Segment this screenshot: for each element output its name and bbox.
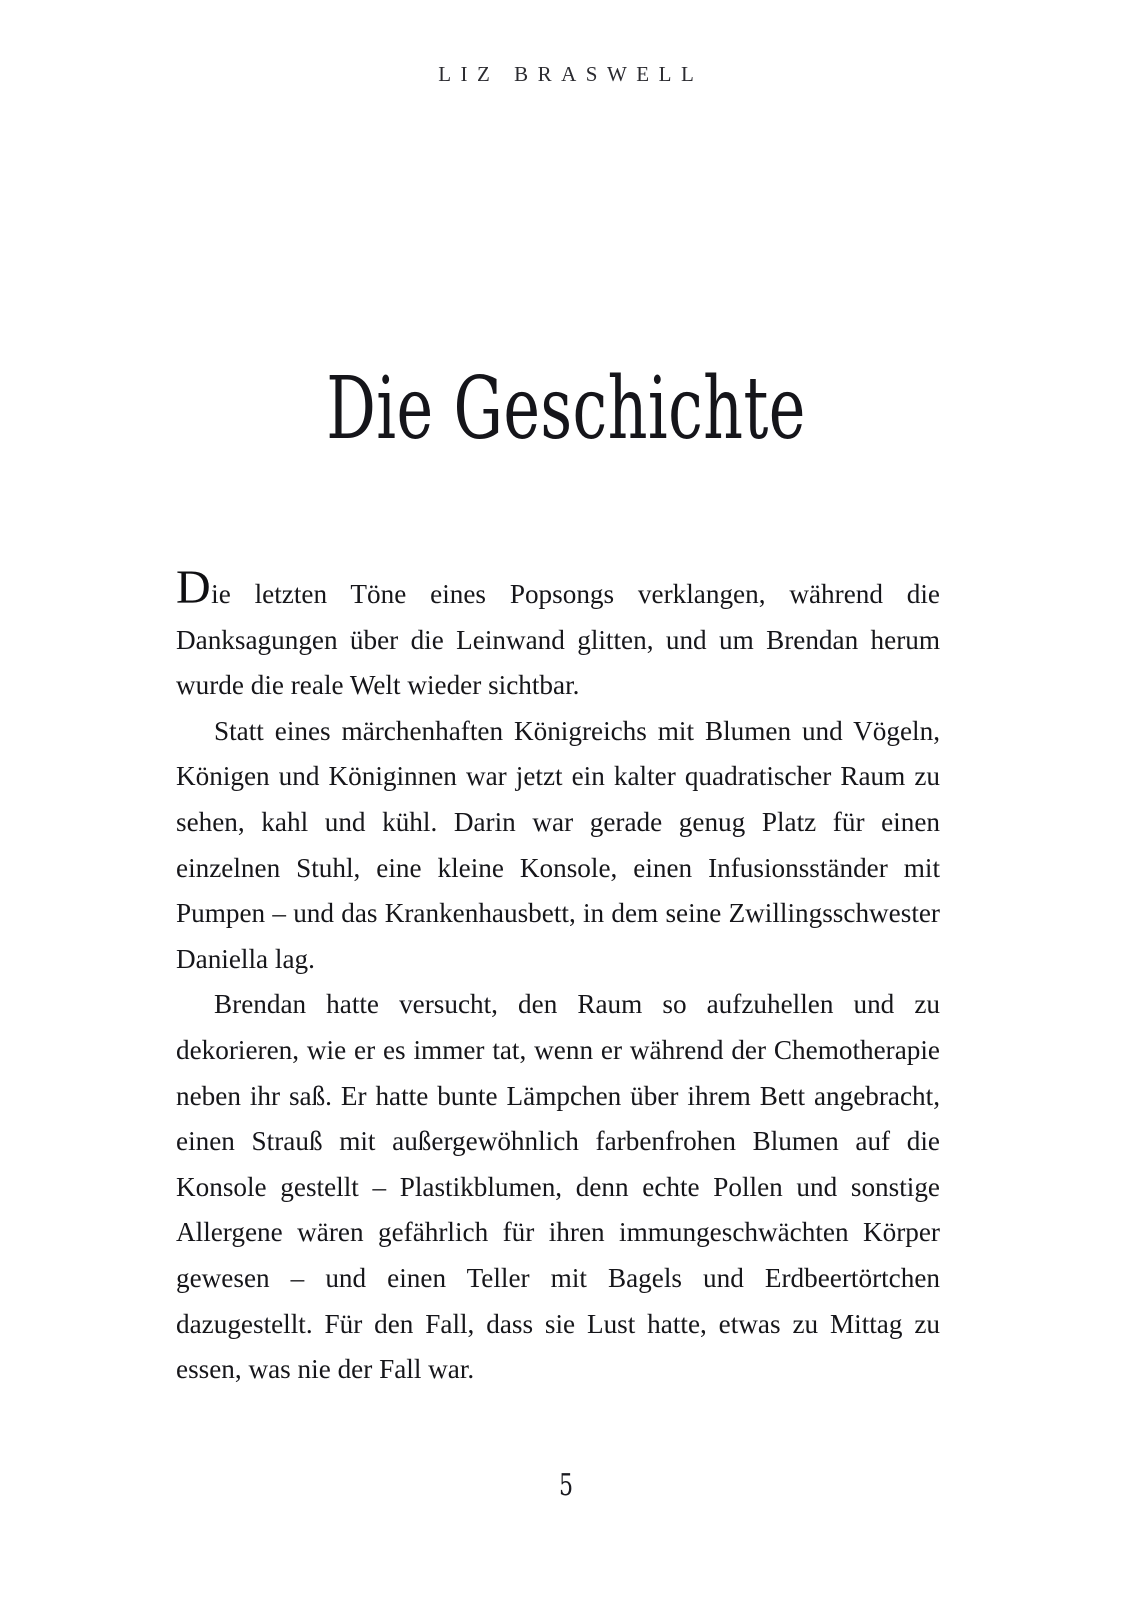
drop-cap: D <box>176 561 212 614</box>
paragraph-2: Statt eines märchenhaften Königreichs mit Blumen und Vögeln, Königen und Königinnen war jetzt ein kalter quadratischer Raum zu sehen, kahl und kühl. Darin war gerade genug Platz für einen einzelnen Stuhl, eine kleine Konsole, einen Infusionsständer mit Pumpen – und das Krankenhausbett, in dem seine Zwillingsschwester Daniella lag. <box>176 715 940 974</box>
chapter-title: Die Geschichte <box>326 358 806 459</box>
paragraph-3: Brendan hatte versucht, den Raum so aufzuhellen und zu dekorieren, wie er es immer tat, wenn er während der Chemotherapie neben ihr saß. Er hatte bunte Lämpchen über ihrem Bett angebracht, einen Strauß mit außergewöhnlich farbenfrohen Blumen auf die Konsole gestellt – Plastikblumen, denn echte Pollen und sonstige Allergene wären gefährlich für ihren immungeschwächten Körper gewesen – und einen Teller mit Bagels und Erdbeertörtchen dazugestellt. Für den Fall, dass sie Lust hatte, etwas zu Mittag zu essen, was nie der Fall war. <box>176 989 940 1385</box>
running-head: LIZ BRASWELL <box>438 62 704 86</box>
page-number: 5 <box>558 1468 574 1503</box>
paragraph-text: ie letzten Töne eines Popsongs verklangen, während die Danksagungen über die Leinwand glitten, und um Brendan herum wurde die reale Welt wieder sichtbar. <box>176 579 940 701</box>
body-text-block <box>176 561 940 1393</box>
paragraph-1 <box>176 561 940 709</box>
